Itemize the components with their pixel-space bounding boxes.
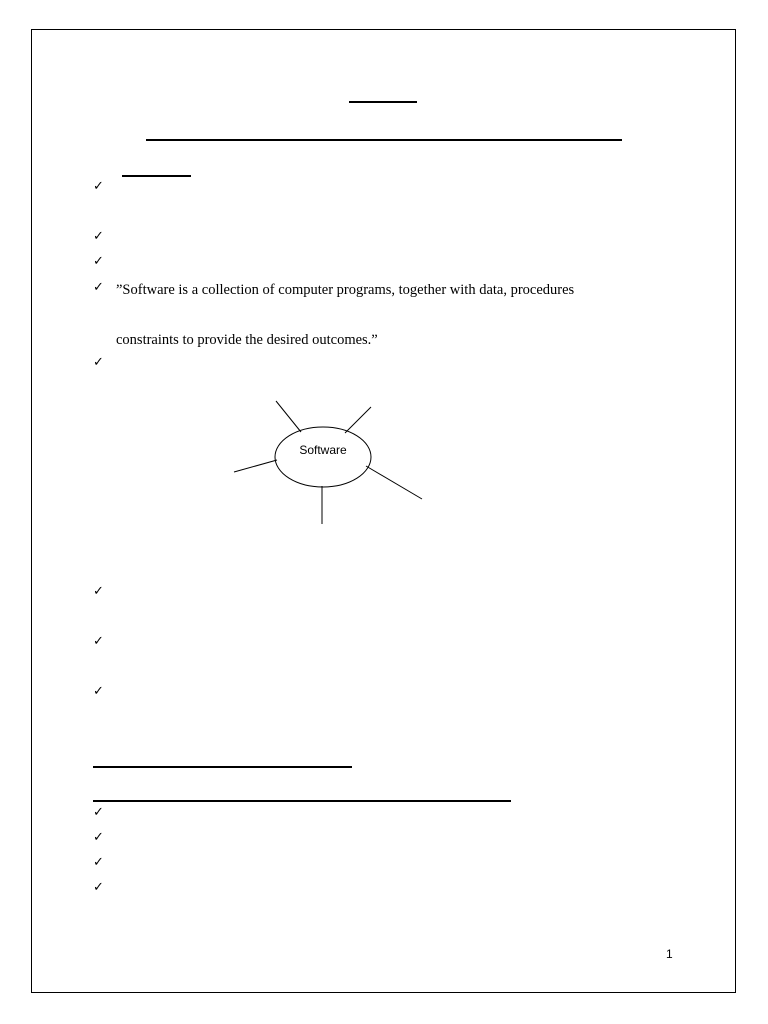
section-2-subheading-underline: [93, 800, 511, 802]
check-icon: ✓: [93, 280, 104, 295]
check-icon: ✓: [93, 584, 104, 599]
diagram-spoke: [366, 466, 422, 499]
check-icon: ✓: [93, 179, 104, 194]
check-icon: ✓: [93, 229, 104, 244]
section-2-heading-underline: [93, 766, 352, 768]
software-label: Software: [299, 443, 347, 457]
software-ellipse: [275, 427, 371, 487]
check-icon: ✓: [93, 855, 104, 870]
diagram-spoke: [345, 407, 371, 433]
check-icon: ✓: [93, 254, 104, 269]
check-icon: ✓: [93, 355, 104, 370]
software-definition-line-1: ”Software is a collection of computer programs, together with data, procedures: [116, 282, 575, 298]
check-icon: ✓: [93, 805, 104, 820]
check-icon: ✓: [93, 830, 104, 845]
check-icon: ✓: [93, 634, 104, 649]
check-icon: ✓: [93, 880, 104, 895]
software-definition-line-2: constraints to provide the desired outcomes.”: [116, 332, 378, 348]
page-number: 1: [666, 947, 673, 961]
diagram-spoke: [234, 460, 277, 472]
diagram-spoke: [276, 401, 301, 432]
check-icon: ✓: [93, 684, 104, 699]
